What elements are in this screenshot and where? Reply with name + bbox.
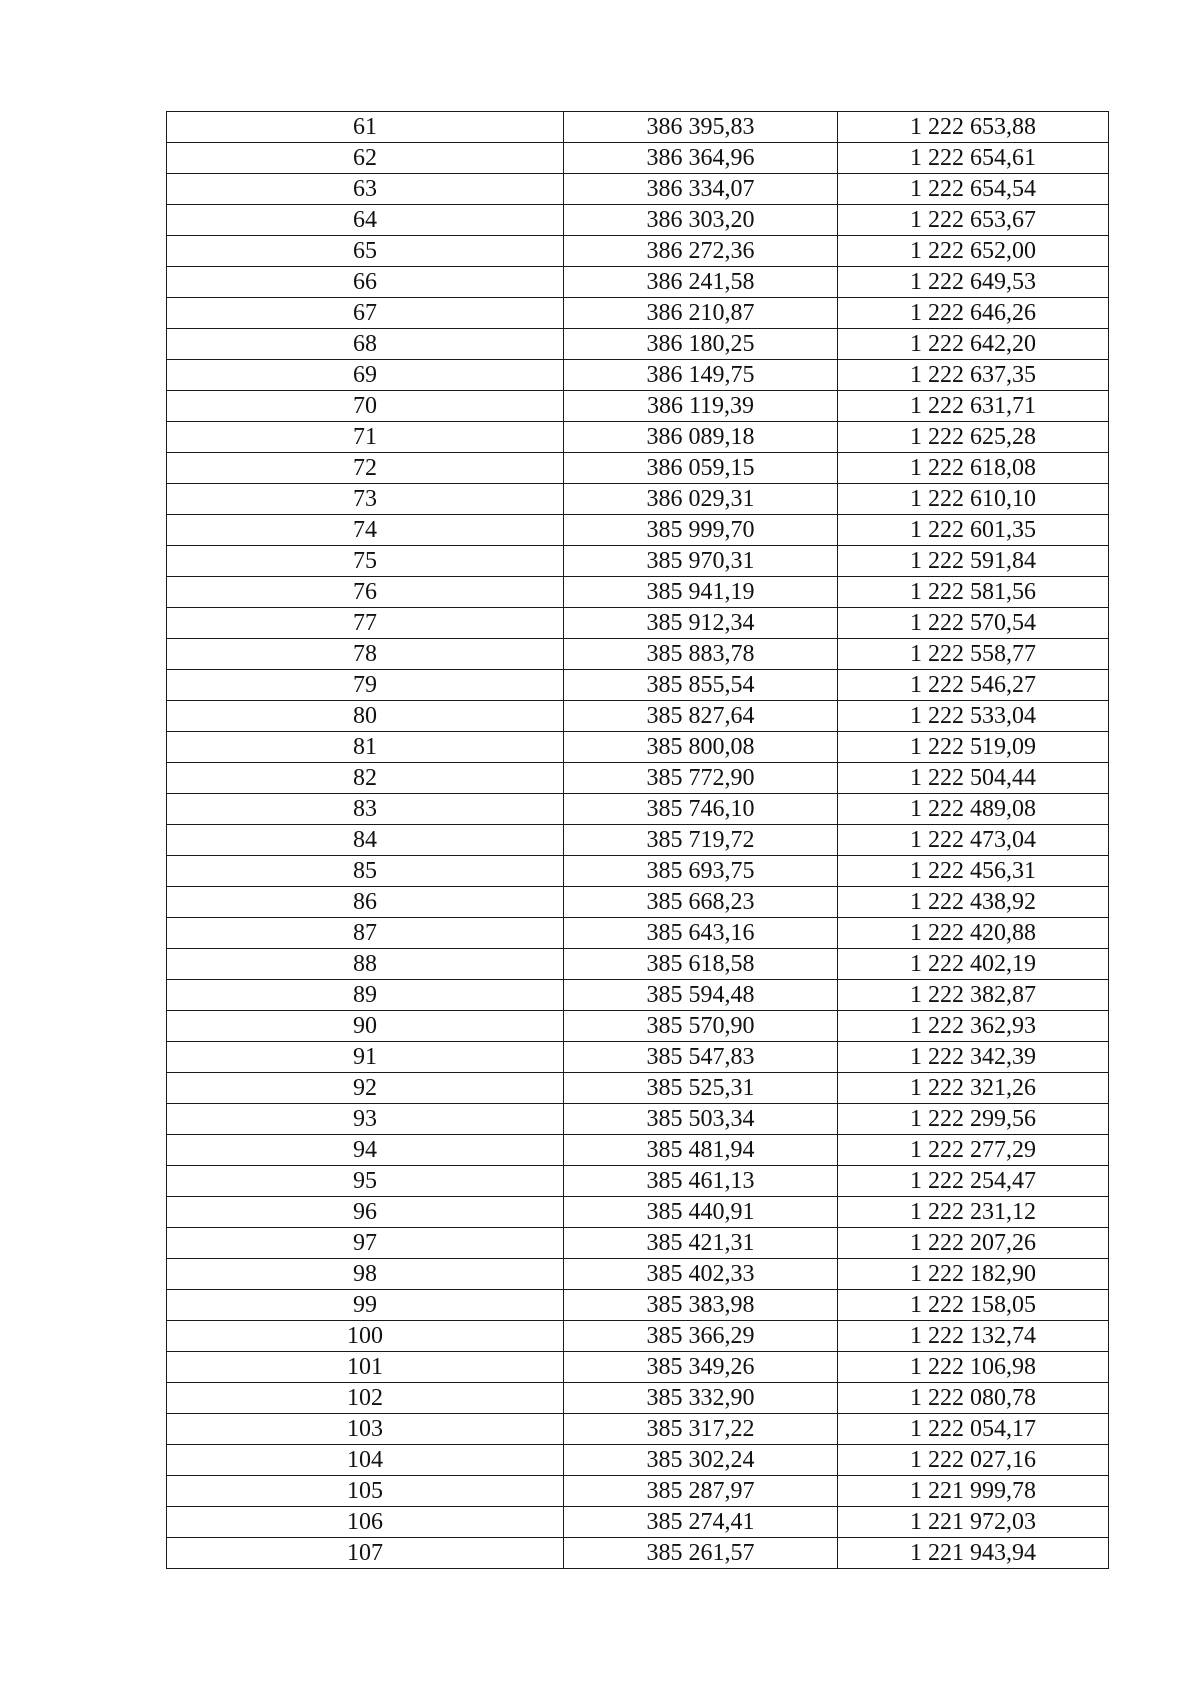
x-coordinate-cell: 385 503,34 (564, 1104, 838, 1135)
y-coordinate-cell: 1 221 999,78 (838, 1476, 1109, 1507)
point-number-cell: 82 (167, 763, 564, 794)
table-row (167, 1228, 1109, 1259)
point-number-cell: 85 (167, 856, 564, 887)
table-row (167, 236, 1109, 267)
y-coordinate-cell: 1 222 207,26 (838, 1228, 1109, 1259)
x-coordinate-cell: 385 383,98 (564, 1290, 838, 1321)
point-number-cell: 73 (167, 484, 564, 515)
x-coordinate-cell: 386 180,25 (564, 329, 838, 360)
y-coordinate-cell: 1 222 637,35 (838, 360, 1109, 391)
table-row (167, 422, 1109, 453)
table-row (167, 1383, 1109, 1414)
x-coordinate-cell: 386 059,15 (564, 453, 838, 484)
x-coordinate-cell: 386 089,18 (564, 422, 838, 453)
x-coordinate-cell: 385 883,78 (564, 639, 838, 670)
x-coordinate-cell: 385 332,90 (564, 1383, 838, 1414)
y-coordinate-cell: 1 222 382,87 (838, 980, 1109, 1011)
y-coordinate-cell: 1 222 182,90 (838, 1259, 1109, 1290)
table-row (167, 608, 1109, 639)
table-row (167, 1476, 1109, 1507)
table-row (167, 825, 1109, 856)
y-coordinate-cell: 1 222 625,28 (838, 422, 1109, 453)
y-coordinate-cell: 1 222 642,20 (838, 329, 1109, 360)
x-coordinate-cell: 385 261,57 (564, 1538, 838, 1569)
table-row (167, 298, 1109, 329)
point-number-cell: 107 (167, 1538, 564, 1569)
x-coordinate-cell: 385 525,31 (564, 1073, 838, 1104)
point-number-cell: 87 (167, 918, 564, 949)
y-coordinate-cell: 1 222 601,35 (838, 515, 1109, 546)
x-coordinate-cell: 385 402,33 (564, 1259, 838, 1290)
y-coordinate-cell: 1 222 080,78 (838, 1383, 1109, 1414)
table-row (167, 980, 1109, 1011)
x-coordinate-cell: 385 719,72 (564, 825, 838, 856)
x-coordinate-cell: 386 119,39 (564, 391, 838, 422)
x-coordinate-cell: 386 149,75 (564, 360, 838, 391)
point-number-cell: 97 (167, 1228, 564, 1259)
table-row (167, 143, 1109, 174)
y-coordinate-cell: 1 222 254,47 (838, 1166, 1109, 1197)
point-number-cell: 74 (167, 515, 564, 546)
y-coordinate-cell: 1 221 972,03 (838, 1507, 1109, 1538)
point-number-cell: 77 (167, 608, 564, 639)
y-coordinate-cell: 1 222 546,27 (838, 670, 1109, 701)
point-number-cell: 65 (167, 236, 564, 267)
x-coordinate-cell: 385 618,58 (564, 949, 838, 980)
point-number-cell: 100 (167, 1321, 564, 1352)
x-coordinate-cell: 385 366,29 (564, 1321, 838, 1352)
table-row (167, 1321, 1109, 1352)
table-row (167, 1290, 1109, 1321)
x-coordinate-cell: 386 395,83 (564, 112, 838, 143)
table-row (167, 112, 1109, 143)
point-number-cell: 62 (167, 143, 564, 174)
point-number-cell: 70 (167, 391, 564, 422)
y-coordinate-cell: 1 222 158,05 (838, 1290, 1109, 1321)
point-number-cell: 94 (167, 1135, 564, 1166)
point-number-cell: 84 (167, 825, 564, 856)
x-coordinate-cell: 385 941,19 (564, 577, 838, 608)
x-coordinate-cell: 385 481,94 (564, 1135, 838, 1166)
x-coordinate-cell: 385 461,13 (564, 1166, 838, 1197)
point-number-cell: 81 (167, 732, 564, 763)
x-coordinate-cell: 386 241,58 (564, 267, 838, 298)
point-number-cell: 98 (167, 1259, 564, 1290)
table-row (167, 1352, 1109, 1383)
x-coordinate-cell: 385 999,70 (564, 515, 838, 546)
y-coordinate-cell: 1 222 132,74 (838, 1321, 1109, 1352)
point-number-cell: 67 (167, 298, 564, 329)
point-number-cell: 76 (167, 577, 564, 608)
point-number-cell: 83 (167, 794, 564, 825)
table-row (167, 856, 1109, 887)
x-coordinate-cell: 385 287,97 (564, 1476, 838, 1507)
x-coordinate-cell: 385 302,24 (564, 1445, 838, 1476)
point-number-cell: 69 (167, 360, 564, 391)
y-coordinate-cell: 1 222 106,98 (838, 1352, 1109, 1383)
y-coordinate-cell: 1 222 420,88 (838, 918, 1109, 949)
table-row (167, 1166, 1109, 1197)
table-row (167, 701, 1109, 732)
y-coordinate-cell: 1 222 533,04 (838, 701, 1109, 732)
y-coordinate-cell: 1 222 519,09 (838, 732, 1109, 763)
point-number-cell: 86 (167, 887, 564, 918)
table-row (167, 515, 1109, 546)
table-row (167, 577, 1109, 608)
point-number-cell: 95 (167, 1166, 564, 1197)
table-row (167, 1507, 1109, 1538)
point-number-cell: 101 (167, 1352, 564, 1383)
y-coordinate-cell: 1 222 054,17 (838, 1414, 1109, 1445)
point-number-cell: 63 (167, 174, 564, 205)
x-coordinate-cell: 385 746,10 (564, 794, 838, 825)
point-number-cell: 103 (167, 1414, 564, 1445)
table-row (167, 763, 1109, 794)
point-number-cell: 88 (167, 949, 564, 980)
x-coordinate-cell: 385 643,16 (564, 918, 838, 949)
table-row (167, 639, 1109, 670)
point-number-cell: 102 (167, 1383, 564, 1414)
x-coordinate-cell: 385 668,23 (564, 887, 838, 918)
point-number-cell: 64 (167, 205, 564, 236)
x-coordinate-cell: 385 693,75 (564, 856, 838, 887)
x-coordinate-cell: 386 364,96 (564, 143, 838, 174)
table-row (167, 1538, 1109, 1569)
y-coordinate-cell: 1 222 610,10 (838, 484, 1109, 515)
y-coordinate-cell: 1 222 456,31 (838, 856, 1109, 887)
point-number-cell: 106 (167, 1507, 564, 1538)
x-coordinate-cell: 385 440,91 (564, 1197, 838, 1228)
x-coordinate-cell: 385 349,26 (564, 1352, 838, 1383)
y-coordinate-cell: 1 222 504,44 (838, 763, 1109, 794)
x-coordinate-cell: 386 029,31 (564, 484, 838, 515)
y-coordinate-cell: 1 222 558,77 (838, 639, 1109, 670)
y-coordinate-cell: 1 222 231,12 (838, 1197, 1109, 1228)
x-coordinate-cell: 385 317,22 (564, 1414, 838, 1445)
table-row (167, 732, 1109, 763)
y-coordinate-cell: 1 222 591,84 (838, 546, 1109, 577)
table-row (167, 546, 1109, 577)
x-coordinate-cell: 385 570,90 (564, 1011, 838, 1042)
table-row (167, 453, 1109, 484)
table-row (167, 918, 1109, 949)
point-number-cell: 105 (167, 1476, 564, 1507)
y-coordinate-cell: 1 222 277,29 (838, 1135, 1109, 1166)
y-coordinate-cell: 1 222 362,93 (838, 1011, 1109, 1042)
point-number-cell: 99 (167, 1290, 564, 1321)
table-row (167, 949, 1109, 980)
point-number-cell: 61 (167, 112, 564, 143)
y-coordinate-cell: 1 222 438,92 (838, 887, 1109, 918)
x-coordinate-cell: 385 547,83 (564, 1042, 838, 1073)
point-number-cell: 92 (167, 1073, 564, 1104)
point-number-cell: 89 (167, 980, 564, 1011)
x-coordinate-cell: 385 970,31 (564, 546, 838, 577)
point-number-cell: 104 (167, 1445, 564, 1476)
y-coordinate-cell: 1 222 299,56 (838, 1104, 1109, 1135)
point-number-cell: 93 (167, 1104, 564, 1135)
table-row (167, 1197, 1109, 1228)
point-number-cell: 91 (167, 1042, 564, 1073)
y-coordinate-cell: 1 222 570,54 (838, 608, 1109, 639)
point-number-cell: 78 (167, 639, 564, 670)
y-coordinate-cell: 1 222 653,67 (838, 205, 1109, 236)
y-coordinate-cell: 1 222 581,56 (838, 577, 1109, 608)
x-coordinate-cell: 385 421,31 (564, 1228, 838, 1259)
point-number-cell: 68 (167, 329, 564, 360)
table-row (167, 1011, 1109, 1042)
y-coordinate-cell: 1 222 027,16 (838, 1445, 1109, 1476)
x-coordinate-cell: 385 274,41 (564, 1507, 838, 1538)
table-row (167, 1445, 1109, 1476)
table-row (167, 360, 1109, 391)
point-number-cell: 72 (167, 453, 564, 484)
y-coordinate-cell: 1 222 649,53 (838, 267, 1109, 298)
table-row (167, 484, 1109, 515)
table-row (167, 1073, 1109, 1104)
point-number-cell: 80 (167, 701, 564, 732)
y-coordinate-cell: 1 222 652,00 (838, 236, 1109, 267)
x-coordinate-cell: 386 303,20 (564, 205, 838, 236)
x-coordinate-cell: 386 272,36 (564, 236, 838, 267)
y-coordinate-cell: 1 222 646,26 (838, 298, 1109, 329)
table-row (167, 329, 1109, 360)
table-row (167, 1042, 1109, 1073)
x-coordinate-cell: 385 772,90 (564, 763, 838, 794)
table-row (167, 1135, 1109, 1166)
y-coordinate-cell: 1 222 473,04 (838, 825, 1109, 856)
x-coordinate-cell: 385 827,64 (564, 701, 838, 732)
coordinates-table (166, 111, 1109, 1569)
y-coordinate-cell: 1 222 618,08 (838, 453, 1109, 484)
x-coordinate-cell: 385 912,34 (564, 608, 838, 639)
y-coordinate-cell: 1 222 342,39 (838, 1042, 1109, 1073)
table-row (167, 1414, 1109, 1445)
y-coordinate-cell: 1 222 489,08 (838, 794, 1109, 825)
y-coordinate-cell: 1 222 653,88 (838, 112, 1109, 143)
table-row (167, 267, 1109, 298)
x-coordinate-cell: 385 800,08 (564, 732, 838, 763)
x-coordinate-cell: 386 334,07 (564, 174, 838, 205)
table-row (167, 1259, 1109, 1290)
table-row (167, 887, 1109, 918)
table-row (167, 391, 1109, 422)
y-coordinate-cell: 1 222 631,71 (838, 391, 1109, 422)
table-row (167, 205, 1109, 236)
y-coordinate-cell: 1 222 321,26 (838, 1073, 1109, 1104)
point-number-cell: 66 (167, 267, 564, 298)
point-number-cell: 79 (167, 670, 564, 701)
table-row (167, 794, 1109, 825)
point-number-cell: 75 (167, 546, 564, 577)
table-body (167, 112, 1109, 1569)
x-coordinate-cell: 385 594,48 (564, 980, 838, 1011)
table-row (167, 670, 1109, 701)
point-number-cell: 90 (167, 1011, 564, 1042)
point-number-cell: 96 (167, 1197, 564, 1228)
x-coordinate-cell: 385 855,54 (564, 670, 838, 701)
point-number-cell: 71 (167, 422, 564, 453)
y-coordinate-cell: 1 222 402,19 (838, 949, 1109, 980)
y-coordinate-cell: 1 222 654,61 (838, 143, 1109, 174)
y-coordinate-cell: 1 222 654,54 (838, 174, 1109, 205)
table-row (167, 174, 1109, 205)
x-coordinate-cell: 386 210,87 (564, 298, 838, 329)
table-row (167, 1104, 1109, 1135)
y-coordinate-cell: 1 221 943,94 (838, 1538, 1109, 1569)
